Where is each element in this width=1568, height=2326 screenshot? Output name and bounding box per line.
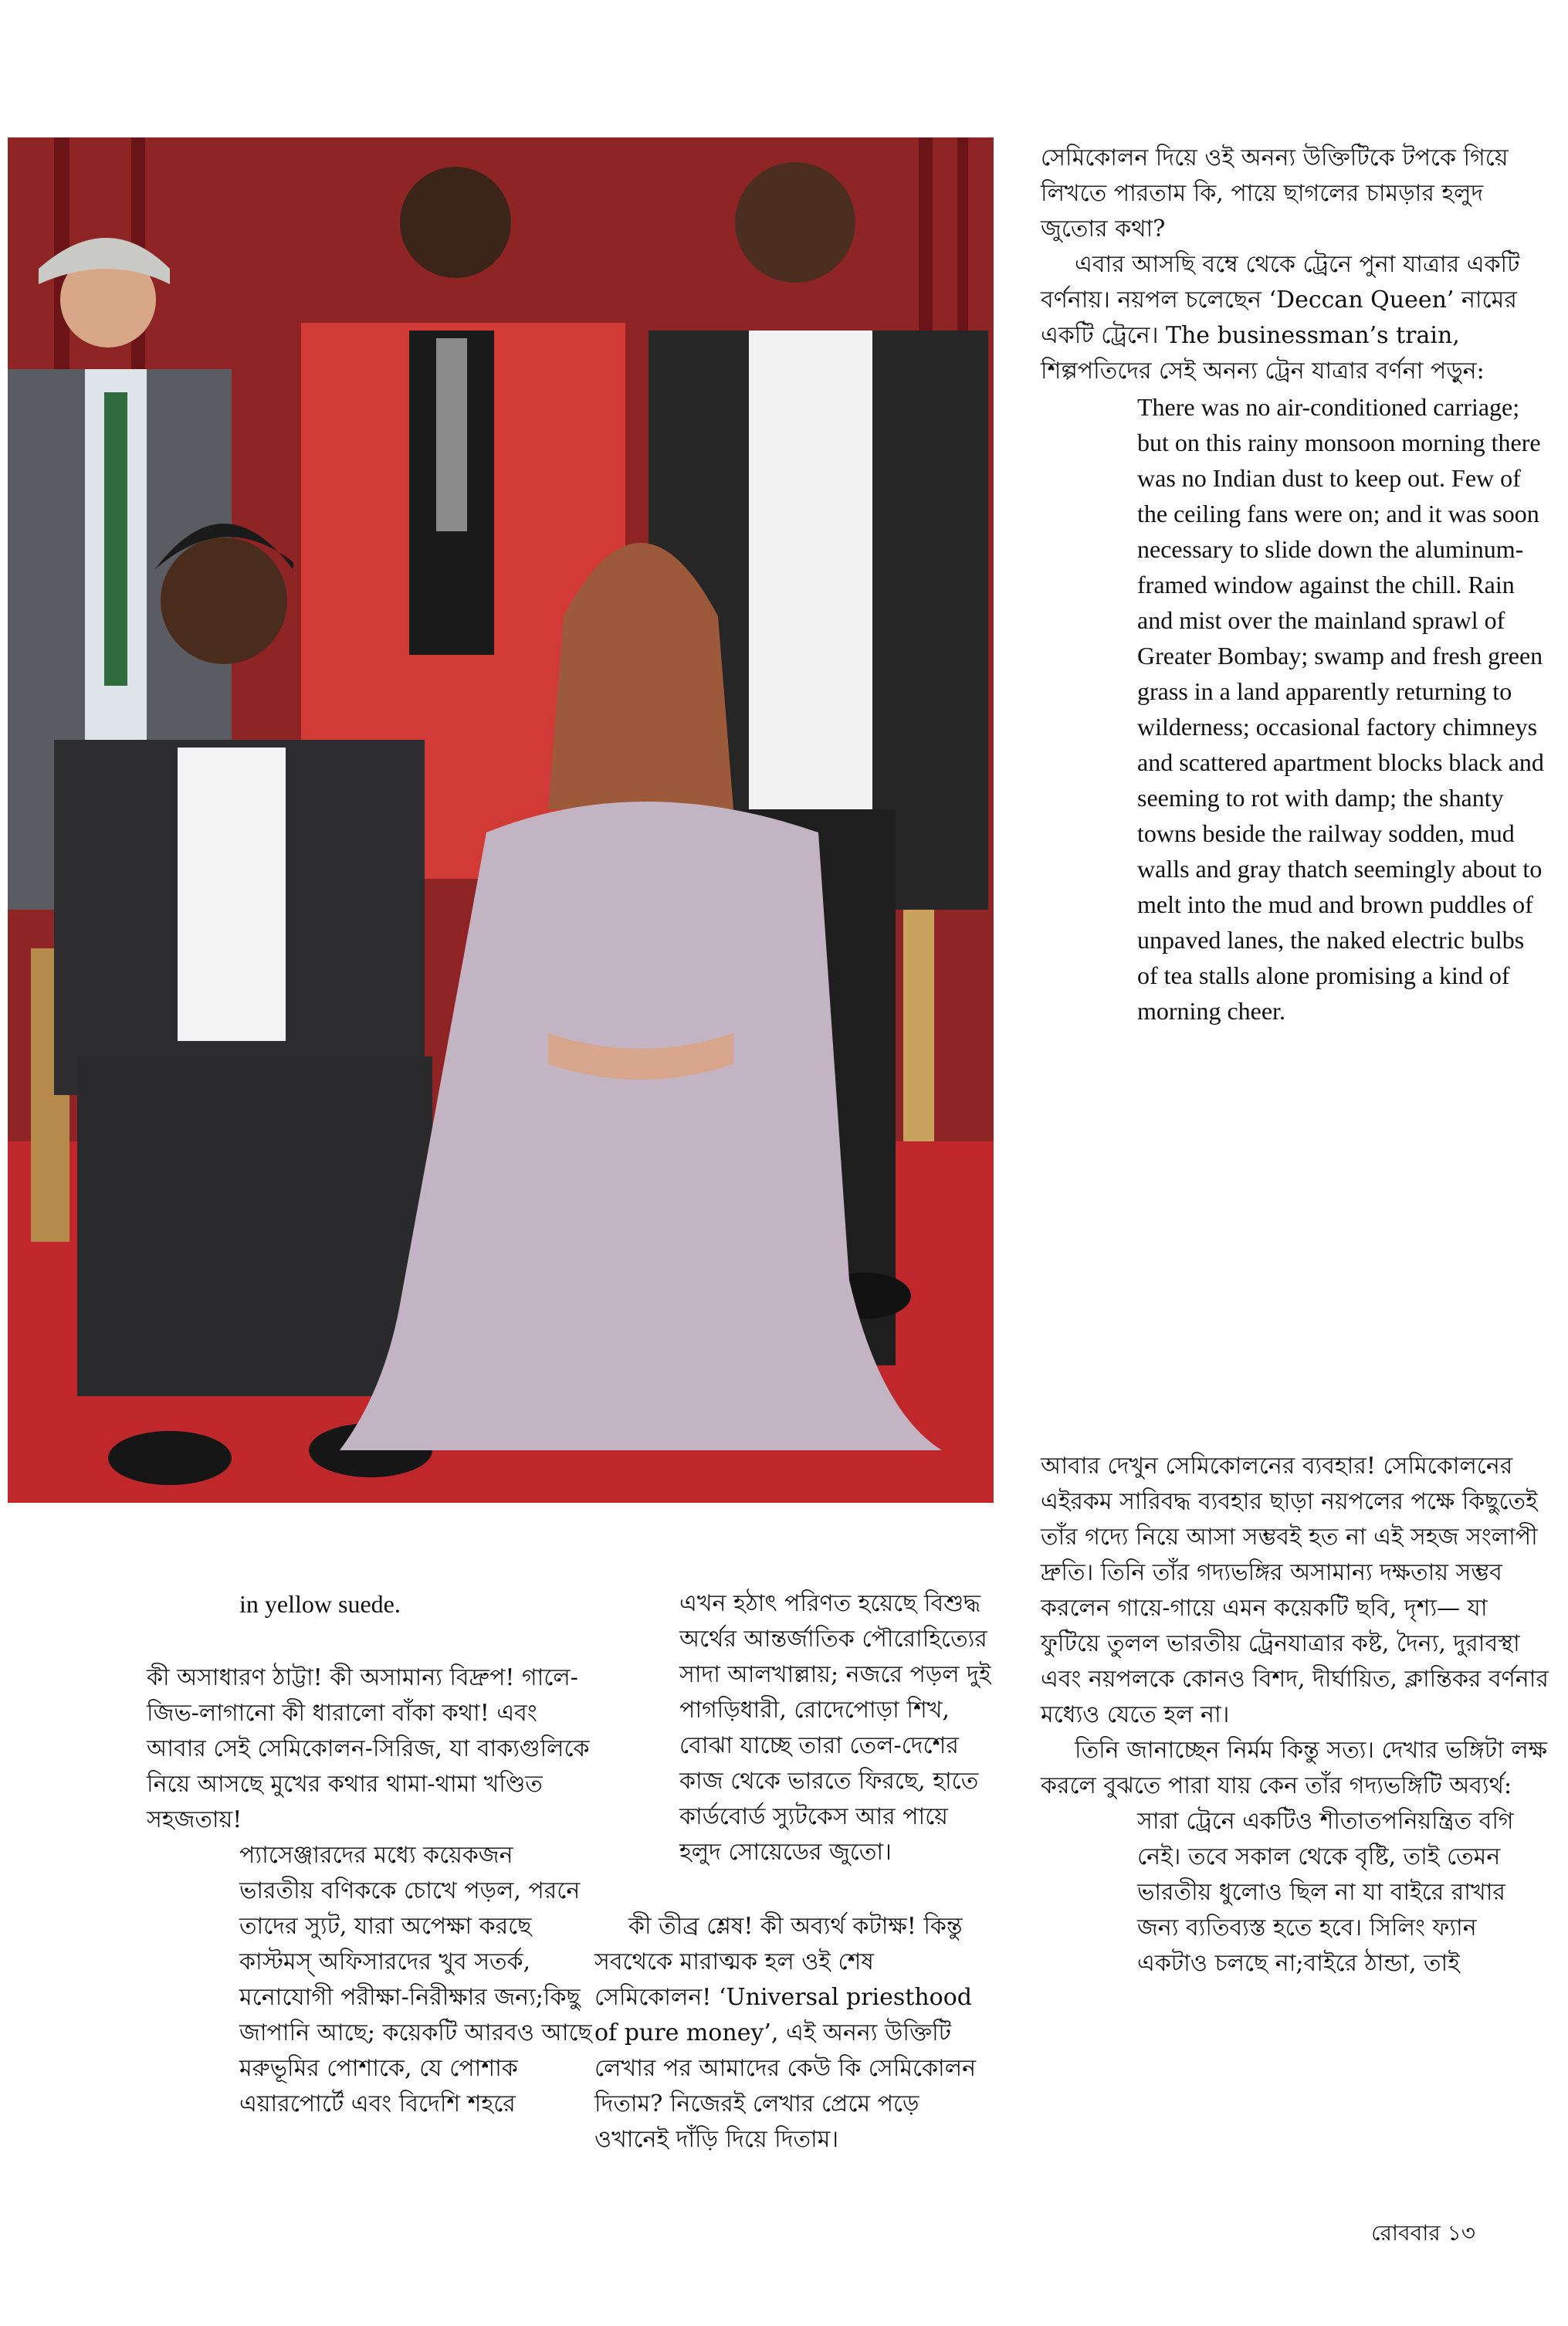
paragraph: কী তীব্র শ্লেষ! কী অব্যর্থ কটাক্ষ! কিন্তু সবথেকে মারাত্মক হল ওই শেষ সেমিকোলন! ‘Universal priesthood of pure money’, এই অনন্য উক্তিটি লেখার পর আমাদের কেউ কি সেমিকোলন দিতাম? নিজেরই লেখার প্রেমে পড়ে ওখানেই দাঁড়ি দিয়ে দিতাম। xyxy=(594,1913,976,2153)
page-folio: রোববার ১৩ xyxy=(1371,2220,1475,2246)
paragraph: কী অসাধারণ ঠাট্টা! কী অসামান্য বিদ্রুপ! গালে-জিভ-লাগানো কী ধারালো বাঁকা কথা! এবং আবার সেই সেমিকোলন-সিরিজ, যা বাক্যগুলিকে নিয়ে আসছে মুখের কথার থামা-থামা খণ্ডিত সহজতায়! xyxy=(147,1664,590,1833)
spacer xyxy=(594,1870,996,1909)
middle-column xyxy=(594,1586,996,2158)
block-quote-bengali: এখন হঠাৎ পরিণত হয়েছে বিশুদ্ধ অর্থের আন্তর্জাতিক পৌরোহিত্যের সাদা আলখাল্লায়; নজরে পড়ল দুই পাগড়িধারী, রোদেপোড়া শিখ, বোঝা যাচ্ছে তারা তেল-দেশের কাজ থেকে ভারতে ফিরছে, হাতে কার্ডবোর্ড স্যুটকেস আর পায়ে হলুদ সোয়েডের জুতো। xyxy=(679,1590,991,1866)
paragraph: এবার আসছি বম্বে থেকে ট্রেনে পুনা যাত্রার একটি বর্ণনায়। নয়পল চলেছেন ‘Deccan Queen’ নামের একটি ট্রেনে। The businessman’s train, শিল্পপতিদের সেই অনন্য ট্রেন যাত্রার বর্ণনা পড়ুন: xyxy=(1041,251,1520,385)
spacer xyxy=(147,1622,594,1660)
paragraph: তিনি জানাচ্ছেন নির্মম কিন্তু সত্য। দেখার ভঙ্গিটা লক্ষ করলে বুঝতে পারা যায় কেন তাঁর গদ্যভঙ্গিটি অব্যর্থ: xyxy=(1041,1737,1548,1799)
right-column-top xyxy=(1041,141,1550,1029)
block-quote-bengali: সারা ট্রেনে একটিও শীতাতপনিয়ন্ত্রিত বগি নেই। তবে সকাল থেকে বৃষ্টি, তাই তেমন ভারতীয় ধুলোও ছিল না যা বাইরে রাখার জন্য ব্যতিব্যস্ত হতে হবে। সিলিং ফ্যান একটাও চলছে না;বাইরে ঠান্ডা, তাই xyxy=(1137,1808,1514,1977)
group-portrait-photo xyxy=(8,137,994,1503)
photo-illustration xyxy=(8,137,994,1503)
block-quote-bengali: প্যাসেঞ্জারদের মধ্যে কয়েকজন ভারতীয় বণিককে চোখে পড়ল, পরনে তাদের স্যুট, যারা অপেক্ষা করছে কাস্টমস্ অফিসারদের খুব সতর্ক, মনোযোগী পরীক্ষা-নিরীক্ষার জন্য;কিছু জাপানি আছে; কয়েকটি আরবও আছে মরুভূমির পোশাকে, যে পোশাক এয়ারপোর্টে এবং বিদেশি শহরে xyxy=(239,1842,592,2117)
right-column-bottom xyxy=(1041,1449,1550,1982)
quote-tail: in yellow suede. xyxy=(239,1590,401,1618)
block-quote-english: There was no air-conditioned carriage; but on this rainy monsoon morning there was no Indian dust to keep out. Few of the ceiling fans were on; and it was soon necessary to slide down the aluminum-framed window against the chill. Rain and mist over the mainland sprawl of Greater Bombay; swamp and fresh green grass in a land apparently returning to wilderness; occasional factory chimneys and scattered apartment blocks black and seeming to rot with damp; the shanty towns beside the railway sodden, mud walls and gray thatch seemingly about to melt into the mud and brown puddles of unpaved lanes, the naked electric bulbs of tea stalls alone promising a kind of morning cheer. xyxy=(1137,393,1544,1025)
paragraph: সেমিকোলন দিয়ে ওই অনন্য উক্তিটিকে টপকে গিয়ে লিখতে পারতাম কি, পায়ে ছাগলের চামড়ার হলুদ জুতোর কথা? xyxy=(1041,144,1509,242)
left-column xyxy=(147,1586,594,2122)
paragraph: আবার দেখুন সেমিকোলনের ব্যবহার! সেমিকোলনের এইরকম সারিবদ্ধ ব্যবহার ছাড়া নয়পলের পক্ষে কিছুতেই তাঁর গদ্যে নিয়ে আসা সম্ভবই হত না এই সহজ সংলাপী দ্রুতি। তিনি তাঁর গদ্যভঙ্গির অসামান্য দক্ষতায় সম্ভব করলেন গায়ে-গায়ে এমন কয়েকটি ছবি, দৃশ্য— যা ফুটিয়ে তুলল ভারতীয় ট্রেনযাত্রার কষ্ট, দৈন্য, দুরাবস্থা এবং নয়পলকে কোনও বিশদ, দীর্ঘায়িত, ক্লান্তিকর বর্ণনার মধ্যেও যেতে হল না। xyxy=(1041,1453,1549,1728)
